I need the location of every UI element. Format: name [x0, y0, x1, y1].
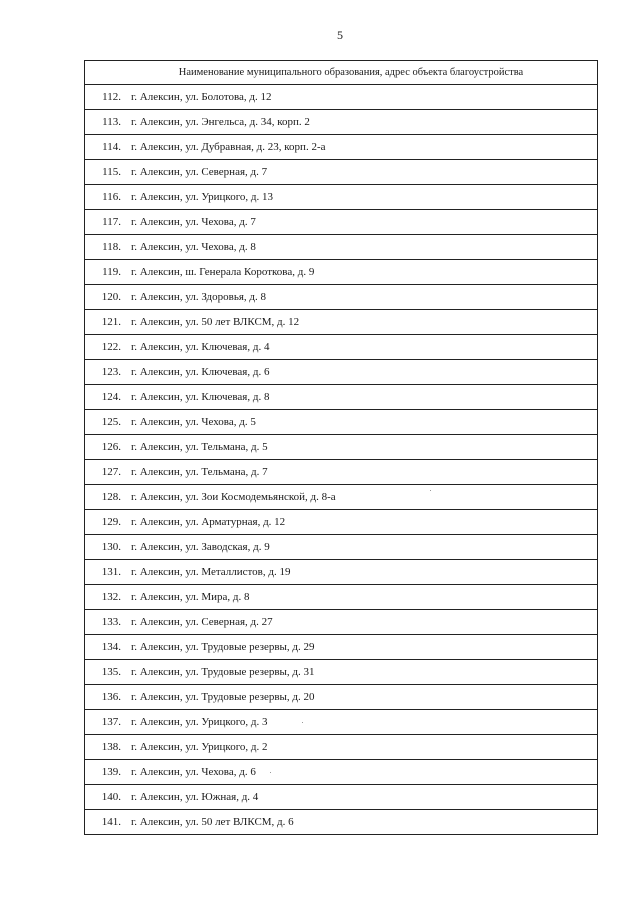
table-row [85, 560, 597, 585]
row-number: 123. [101, 365, 121, 378]
table-row [85, 285, 597, 310]
table-row [85, 260, 597, 285]
row-address: г. Алексин, ул. Болотова, д. 12 [131, 90, 272, 103]
table-row [85, 385, 597, 410]
table-row [85, 110, 597, 135]
row-address: г. Алексин, ул. Урицкого, д. 3 [131, 715, 268, 728]
row-address: г. Алексин, ул. 50 лет ВЛКСМ, д. 6 [131, 815, 294, 828]
row-address: г. Алексин, ул. Южная, д. 4 [131, 790, 259, 803]
table-row [85, 485, 597, 510]
row-number: 126. [101, 440, 121, 453]
row-number: 118. [102, 240, 121, 253]
table-row [85, 785, 597, 810]
row-number: 124. [101, 390, 121, 403]
table-row [85, 635, 597, 660]
table-row [85, 535, 597, 560]
row-address: г. Алексин, ул. Арматурная, д. 12 [131, 515, 286, 528]
row-address: г. Алексин, ул. Северная, д. 7 [131, 165, 268, 178]
row-address: г. Алексин, ул. Чехова, д. 6 [131, 765, 256, 778]
table-row [85, 410, 597, 435]
address-table [84, 60, 598, 835]
row-address: г. Алексин, ул. 50 лет ВЛКСМ, д. 12 [131, 315, 300, 328]
table-row [85, 160, 597, 185]
row-address: г. Алексин, ул. Тельмана, д. 5 [131, 440, 268, 453]
table-row [85, 710, 597, 735]
table-row [85, 335, 597, 360]
table-row [85, 435, 597, 460]
table-header: Наименование муниципального образования, адрес объекта благоустройства [85, 61, 597, 85]
row-number: 136. [101, 690, 121, 703]
row-number: 119. [102, 265, 121, 278]
row-address: г. Алексин, ул. Чехова, д. 5 [131, 415, 256, 428]
row-number: 122. [101, 340, 121, 353]
row-address: г. Алексин, ул. Урицкого, д. 2 [131, 740, 268, 753]
row-address: г. Алексин, ул. Металлистов, д. 19 [131, 565, 291, 578]
row-address: г. Алексин, ул. Трудовые резервы, д. 20 [131, 690, 315, 703]
row-number: 127. [101, 465, 121, 478]
row-address: г. Алексин, ул. Ключевая, д. 8 [131, 390, 270, 403]
scan-speck [430, 490, 431, 491]
row-number: 140. [101, 790, 121, 803]
row-number: 112. [102, 90, 121, 103]
row-address: г. Алексин, ул. Трудовые резервы, д. 31 [131, 665, 315, 678]
row-address: г. Алексин, ул. Дубравная, д. 23, корп. 2-а [131, 140, 326, 153]
row-address: г. Алексин, ул. Ключевая, д. 4 [131, 340, 270, 353]
row-address: г. Алексин, ул. Ключевая, д. 6 [131, 365, 270, 378]
row-number: 131. [101, 565, 121, 578]
row-address: г. Алексин, ул. Трудовые резервы, д. 29 [131, 640, 315, 653]
table-row [85, 760, 597, 785]
row-address: г. Алексин, ул. Заводская, д. 9 [131, 540, 270, 553]
row-number: 132. [101, 590, 121, 603]
table-row [85, 310, 597, 335]
table-row [85, 660, 597, 685]
table-row [85, 510, 597, 535]
row-number: 141. [101, 815, 121, 828]
row-number: 139. [101, 765, 121, 778]
row-number: 113. [102, 115, 121, 128]
table-row [85, 210, 597, 235]
table-row [85, 235, 597, 260]
table-row [85, 685, 597, 710]
table-row [85, 85, 597, 110]
row-number: 125. [101, 415, 121, 428]
scan-speck [302, 722, 303, 723]
row-address: г. Алексин, ул. Северная, д. 27 [131, 615, 273, 628]
row-address: г. Алексин, ш. Генерала Короткова, д. 9 [131, 265, 315, 278]
table-row [85, 135, 597, 160]
table-body [85, 85, 597, 835]
row-number: 115. [102, 165, 121, 178]
row-address: г. Алексин, ул. Здоровья, д. 8 [131, 290, 267, 303]
table-row [85, 585, 597, 610]
row-number: 138. [101, 740, 121, 753]
row-number: 116. [102, 190, 121, 203]
row-address: г. Алексин, ул. Зои Космодемьянской, д. 8-а [131, 490, 336, 503]
row-number: 121. [101, 315, 121, 328]
row-address: г. Алексин, ул. Чехова, д. 7 [131, 215, 256, 228]
row-address: г. Алексин, ул. Урицкого, д. 13 [131, 190, 274, 203]
table-row [85, 810, 597, 835]
row-address: г. Алексин, ул. Мира, д. 8 [131, 590, 250, 603]
row-number: 130. [101, 540, 121, 553]
row-number: 134. [101, 640, 121, 653]
row-number: 129. [101, 515, 121, 528]
table-row [85, 360, 597, 385]
table-row [85, 610, 597, 635]
row-number: 117. [102, 215, 121, 228]
page-number: 5 [337, 28, 343, 42]
row-number: 135. [101, 665, 121, 678]
row-number: 137. [101, 715, 121, 728]
row-address: г. Алексин, ул. Энгельса, д. 34, корп. 2 [131, 115, 310, 128]
table-row [85, 460, 597, 485]
table-row [85, 185, 597, 210]
row-number: 128. [101, 490, 121, 503]
row-number: 133. [101, 615, 121, 628]
table-row [85, 735, 597, 760]
scan-speck [270, 772, 271, 773]
row-number: 120. [101, 290, 121, 303]
row-address: г. Алексин, ул. Чехова, д. 8 [131, 240, 256, 253]
row-number: 114. [102, 140, 121, 153]
row-address: г. Алексин, ул. Тельмана, д. 7 [131, 465, 268, 478]
